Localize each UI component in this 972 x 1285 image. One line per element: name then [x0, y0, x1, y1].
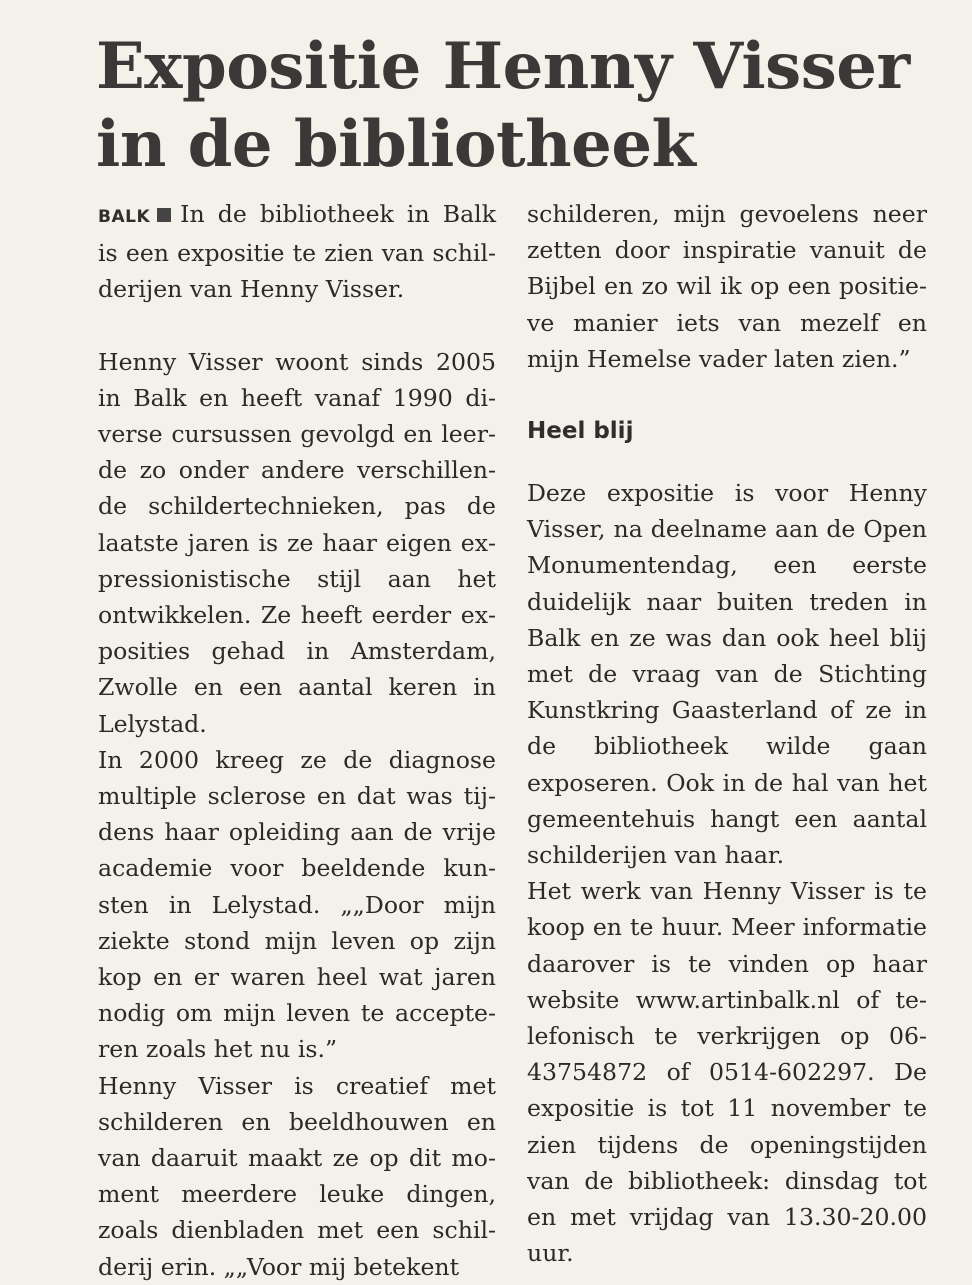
paragraph-5: Het werk van Henny Visser is te koop en te huur. Meer informatie daarover is te vinden op haar website www.artinbalk.nl of telefonisch te verkrijgen op 06-43754872 of 0514-602297. De expositie is tot 11 november te zien tijdens de openingstijden van de bibliotheek: dinsdag tot en met vrijdag van 13.30-20.00 uur. — [527, 877, 927, 1268]
paragraph-3-continued: schilderen, mijn gevoelens neer zetten door inspiratie vanuit de Bijbel en zo wil ik op een positieve manier iets van mezelf en mijn Hemelse vader laten zien.” — [527, 200, 927, 373]
intro-text: In de bibliotheek in Balk is een expositie te zien van schilderijen van Henny Visser. — [98, 200, 496, 304]
subheading: Heel blij — [527, 418, 634, 445]
article-intro — [98, 196, 496, 308]
paragraph-4: Deze expositie is voor Henny Visser, na deelname aan de Open Monumentendag, een eerste duidelijk naar buiten treden in Balk en ze was dan ook heel blij met de vraag van de Stichting Kunstkring Gaasterland of ze in de bibliotheek wilde gaan exposeren. Ook in de hal van het gemeentehuis hangt een aantal schilderijen van haar. — [527, 479, 927, 870]
article-column-left — [98, 196, 496, 1285]
square-bullet-icon — [157, 208, 171, 222]
article-column-right — [527, 196, 927, 1271]
article-headline: Expositie Henny Visser in de bibliotheek — [96, 29, 910, 182]
paragraph-1: Henny Visser woont sinds 2005 in Balk en heeft vanaf 1990 diverse cursussen gevolgd en leerde zo onder andere verschillende schildertechnieken, pas de laatste jaren is ze haar eigen expressionistische stijl aan het ontwikkelen. Ze heeft eerder exposities gehad in Amsterdam, Zwolle en een aantal keren in Lelystad. — [98, 347, 496, 738]
dateline: BALK — [98, 207, 151, 227]
paragraph-3: Henny Visser is creatief met schilderen en beeldhouwen en van daaruit maakt ze op dit moment meerdere leuke dingen, zoals dienbladen met een schilderij erin. „„Voor mij betekent — [98, 1071, 496, 1281]
paragraph-2: In 2000 kreeg ze de diagnose multiple sclerose en dat was tijdens haar opleiding aan de vrije academie voor beeldende kunsten in Lelystad. „„Door mijn ziekte stond mijn leven op zijn kop en er waren heel wat jaren nodig om mijn leven te accepteren zoals het nu is.” — [98, 745, 496, 1064]
